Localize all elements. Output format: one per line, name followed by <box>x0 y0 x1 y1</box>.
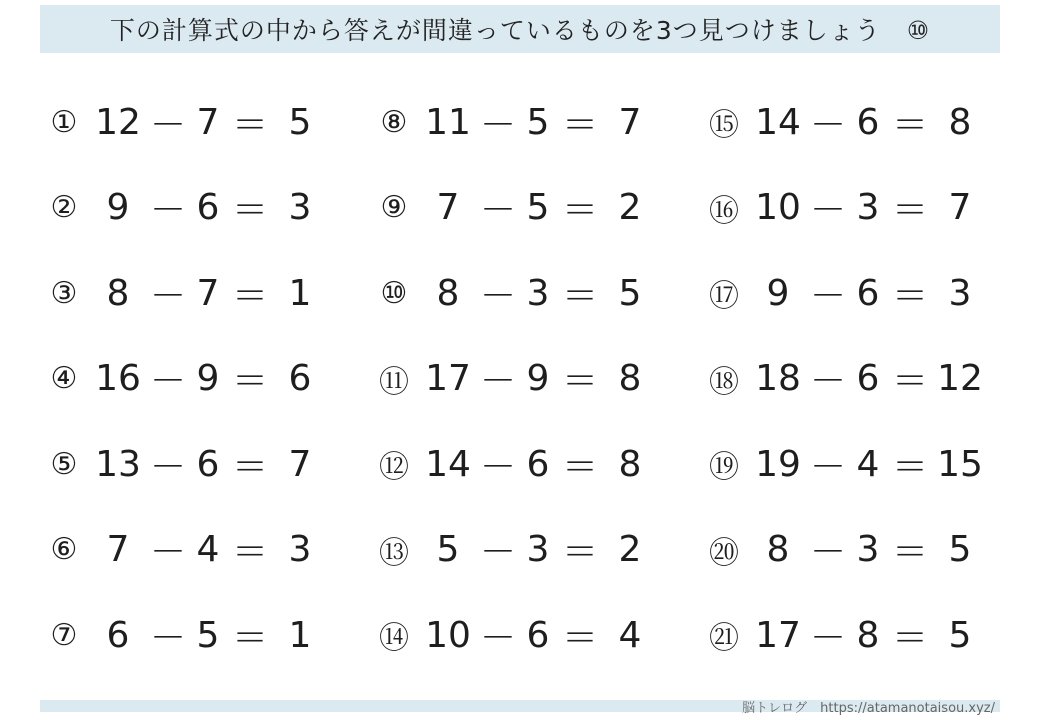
problem-number: ⑰ <box>709 279 739 314</box>
page-title: 下の計算式の中から答えが間違っているものを3つ見つけましょう ⑩ <box>109 16 931 45</box>
minus-sign: － <box>479 446 516 488</box>
subtrahend: 6 <box>526 443 550 485</box>
problem-item <box>702 610 1002 660</box>
subtrahend: 4 <box>196 529 220 570</box>
problem-number: ⑲ <box>709 450 739 485</box>
minuend: 9 <box>766 272 790 314</box>
minuend: 19 <box>755 443 801 485</box>
problem-item <box>372 97 672 147</box>
equals-sign: ＝ <box>561 104 598 146</box>
answer: 5 <box>948 529 972 570</box>
answer: 4 <box>618 614 642 656</box>
minuend: 18 <box>755 358 801 399</box>
problem-number: ① <box>50 104 78 140</box>
answer: 7 <box>288 443 312 485</box>
subtrahend: 3 <box>856 529 880 570</box>
minuend: 10 <box>755 187 801 228</box>
subtrahend: 3 <box>856 187 880 228</box>
equals-sign: ＝ <box>561 446 598 488</box>
equals-sign: ＝ <box>231 532 268 573</box>
answer: 2 <box>618 187 642 228</box>
answer: 1 <box>288 272 312 314</box>
minuend: 7 <box>106 529 130 570</box>
subtrahend: 3 <box>526 272 550 314</box>
problem-number: ⑨ <box>380 190 408 225</box>
problem-number: ⑮ <box>709 108 739 143</box>
minuend: 5 <box>436 529 460 570</box>
problem-item <box>372 183 672 233</box>
minuend: 17 <box>425 358 471 399</box>
subtrahend: 4 <box>856 443 880 485</box>
minuend: 8 <box>766 529 790 570</box>
equals-sign: ＝ <box>891 190 928 231</box>
minus-sign: － <box>149 275 186 317</box>
problem-number: ⑱ <box>709 364 739 400</box>
subtrahend: 5 <box>196 614 220 656</box>
subtrahend: 3 <box>526 529 550 570</box>
problem-number: ⑯ <box>709 193 739 229</box>
problem-item <box>42 268 342 318</box>
minus-sign: － <box>149 532 186 573</box>
minuend: 8 <box>436 272 460 314</box>
problem-item <box>702 183 1002 233</box>
minuend: 12 <box>95 101 141 143</box>
problem-number: ⑤ <box>50 446 78 482</box>
minuend: 16 <box>95 358 141 399</box>
equals-sign: ＝ <box>891 104 928 146</box>
equals-sign: ＝ <box>891 532 928 573</box>
answer: 3 <box>288 529 312 570</box>
problem-number: ⑦ <box>50 617 78 653</box>
equals-sign: ＝ <box>231 190 268 231</box>
equals-sign: ＝ <box>231 446 268 488</box>
subtrahend: 8 <box>856 614 880 656</box>
minuend: 8 <box>106 272 130 314</box>
minus-sign: － <box>149 617 186 659</box>
minus-sign: － <box>479 361 516 402</box>
subtrahend: 6 <box>526 614 550 656</box>
minuend: 14 <box>755 101 801 143</box>
problem-item <box>372 525 672 575</box>
problem-number: ⑳ <box>709 535 739 571</box>
answer: 2 <box>618 529 642 570</box>
problem-item <box>702 268 1002 318</box>
problem-item <box>42 610 342 660</box>
equals-sign: ＝ <box>561 275 598 317</box>
minuend: 6 <box>106 614 130 656</box>
minus-sign: － <box>479 532 516 573</box>
answer: 5 <box>948 614 972 656</box>
answer: 3 <box>948 272 972 314</box>
minuend: 13 <box>95 443 141 485</box>
problem-number: ⑭ <box>379 621 409 656</box>
problem-item <box>42 439 342 489</box>
problem-item <box>702 439 1002 489</box>
minuend: 14 <box>425 443 471 485</box>
subtrahend: 6 <box>856 272 880 314</box>
equals-sign: ＝ <box>891 361 928 402</box>
minus-sign: － <box>479 617 516 659</box>
problem-number: ④ <box>50 361 78 396</box>
problem-item <box>702 354 1002 404</box>
subtrahend: 6 <box>196 187 220 228</box>
answer: 8 <box>618 358 642 399</box>
problem-item <box>42 354 342 404</box>
problem-item <box>42 525 342 575</box>
answer: 6 <box>288 358 312 399</box>
equals-sign: ＝ <box>891 617 928 659</box>
answer: 8 <box>618 443 642 485</box>
equals-sign: ＝ <box>561 617 598 659</box>
equals-sign: ＝ <box>561 190 598 231</box>
subtrahend: 7 <box>196 101 220 143</box>
problem-item <box>702 97 1002 147</box>
minus-sign: － <box>149 190 186 231</box>
answer: 5 <box>288 101 312 143</box>
subtrahend: 5 <box>526 187 550 228</box>
subtrahend: 6 <box>856 101 880 143</box>
answer: 7 <box>618 101 642 143</box>
minuend: 9 <box>106 187 130 228</box>
subtrahend: 9 <box>196 358 220 399</box>
problem-number: ⑩ <box>380 275 408 311</box>
problem-number: ⑫ <box>379 450 409 485</box>
subtrahend: 6 <box>196 443 220 485</box>
answer: 15 <box>937 443 983 485</box>
answer: 5 <box>618 272 642 314</box>
site-credit: 脳トレログ https://atamanotaisou.xyz/ <box>742 701 995 716</box>
equals-sign: ＝ <box>561 361 598 402</box>
minus-sign: － <box>809 361 846 402</box>
minus-sign: － <box>149 361 186 402</box>
answer: 3 <box>288 187 312 228</box>
equals-sign: ＝ <box>891 275 928 317</box>
problem-item <box>42 97 342 147</box>
problem-item <box>702 525 1002 575</box>
minuend: 7 <box>436 187 460 228</box>
problem-item <box>372 439 672 489</box>
problem-number: ⑧ <box>380 104 408 140</box>
minus-sign: － <box>809 275 846 317</box>
equals-sign: ＝ <box>231 617 268 659</box>
answer: 1 <box>288 614 312 656</box>
minus-sign: － <box>809 532 846 573</box>
problem-number: ㉑ <box>709 621 739 656</box>
minus-sign: － <box>809 617 846 659</box>
problem-number: ⑥ <box>50 532 78 567</box>
subtrahend: 7 <box>196 272 220 314</box>
equals-sign: ＝ <box>231 104 268 146</box>
problem-number: ② <box>50 190 78 225</box>
subtrahend: 5 <box>526 101 550 143</box>
minus-sign: － <box>479 190 516 231</box>
answer: 8 <box>948 101 972 143</box>
minuend: 17 <box>755 614 801 656</box>
minus-sign: － <box>149 446 186 488</box>
minuend: 10 <box>425 614 471 656</box>
subtrahend: 6 <box>856 358 880 399</box>
problem-item <box>372 354 672 404</box>
problem-item <box>42 183 342 233</box>
equals-sign: ＝ <box>231 275 268 317</box>
equals-sign: ＝ <box>891 446 928 488</box>
problem-number: ③ <box>50 275 78 311</box>
equals-sign: ＝ <box>231 361 268 402</box>
problem-item <box>372 268 672 318</box>
answer: 7 <box>948 187 972 228</box>
minus-sign: － <box>809 104 846 146</box>
answer: 12 <box>937 358 983 399</box>
minus-sign: － <box>479 104 516 146</box>
minus-sign: － <box>149 104 186 146</box>
problem-number: ⑪ <box>379 364 409 400</box>
problem-item <box>372 610 672 660</box>
problem-number: ⑬ <box>379 535 409 571</box>
subtrahend: 9 <box>526 358 550 399</box>
equals-sign: ＝ <box>561 532 598 573</box>
minus-sign: － <box>809 190 846 231</box>
minuend: 11 <box>425 101 471 143</box>
minus-sign: － <box>479 275 516 317</box>
minus-sign: － <box>809 446 846 488</box>
